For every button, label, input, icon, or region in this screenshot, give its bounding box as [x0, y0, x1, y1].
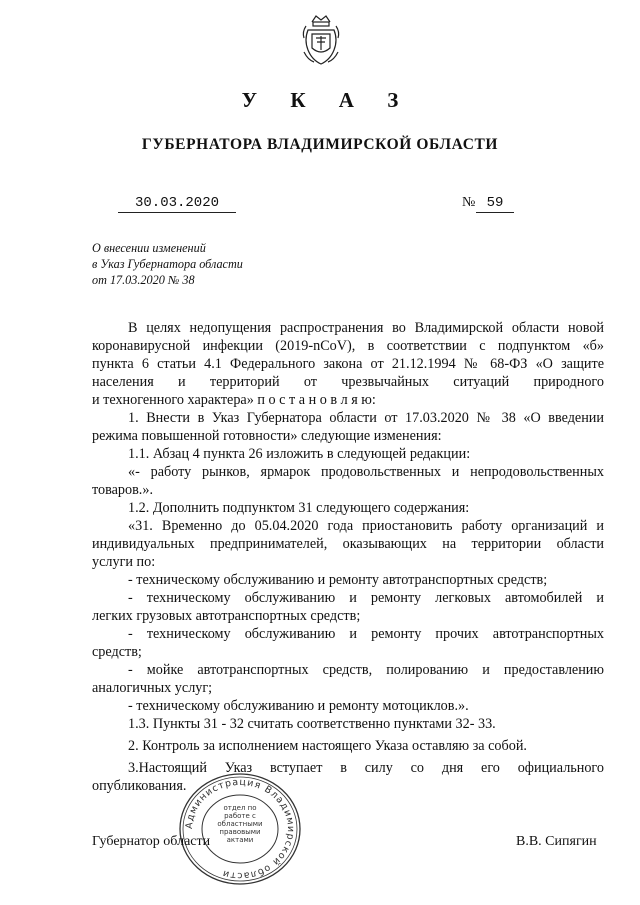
official-stamp — [172, 770, 308, 888]
body-line: В целях недопущения распространения во Владимирской области новой — [128, 320, 604, 336]
body-line: опубликования. — [92, 778, 187, 794]
body-line: - техническому обслуживанию и ремонту прочих автотранспортных — [128, 626, 604, 642]
coat-of-arms-emblem — [300, 12, 342, 68]
body-line: - техническому обслуживанию и ремонту автотранспортных средств; — [128, 572, 548, 588]
signature-name: В.В. Сипягин — [516, 834, 597, 849]
body-line: 1.2. Дополнить подпунктом 31 следующего содержания: — [128, 500, 470, 516]
subject-note-line: от 17.03.2020 № 38 — [92, 272, 195, 287]
subject-note — [92, 241, 243, 288]
body-line: 2. Контроль за исполнением настоящего Указа оставляю за собой. — [128, 738, 527, 754]
body-line: - техническому обслуживанию и ремонту легковых автомобилей и — [128, 590, 604, 606]
body-line: средств; — [92, 644, 142, 660]
body-line: - мойке автотранспортных средств, полированию и предоставлению — [128, 662, 604, 678]
body-line: услуги по: — [92, 554, 156, 570]
subject-note-line: О внесении изменений — [92, 241, 206, 255]
body-line: населения и территорий от чрезвычайных ситуаций природного — [92, 374, 604, 390]
body-line: 1.3. Пункты 31 - 32 считать соответственно пунктами 32- 33. — [128, 716, 496, 732]
stamp-ring-text: Администрация Владимирской области — [183, 776, 297, 882]
body-line: 1.1. Абзац 4 пункта 26 изложить в следующей редакции: — [128, 446, 471, 462]
signature-position: Губернатор области — [92, 834, 211, 849]
body-line: «31. Временно до 05.04.2020 года приостановить работу организаций и — [128, 518, 604, 534]
body-line: легких грузовых автотранспортных средств; — [92, 608, 361, 624]
stamp-center-text: отдел по работе с областными правовыми актами — [217, 804, 263, 844]
body-line: - техническому обслуживанию и ремонту мотоциклов.». — [128, 698, 469, 714]
number-label: № — [462, 195, 476, 210]
body-line: индивидуальных предпринимателей, оказывающих на территории области — [92, 536, 604, 552]
body-line: коронавирусной инфекции (2019-nCoV), в соответствии с подпунктом «б» — [92, 338, 604, 354]
body-line: 3.Настоящий Указ вступает в силу со дня его официального — [128, 760, 604, 776]
body-line: товаров.». — [92, 482, 153, 498]
body-line: пункта 6 статьи 4.1 Федерального закона от 21.12.1994 № 68-ФЗ «О защите — [92, 356, 604, 372]
body-line: режима повышенной готовности» следующие изменения: — [92, 428, 442, 444]
body-line: аналогичных услуг; — [92, 680, 213, 696]
body-line: 1. Внести в Указ Губернатора области от 17.03.2020 № 38 «О введении — [128, 410, 604, 426]
document-title: У К А З — [241, 88, 413, 112]
document-number: 59 — [476, 195, 514, 213]
body-line: «- работу рынков, ярмарок продовольственных и непродовольственных — [128, 464, 604, 480]
body-line: и техногенного характера» п о с т а н о в л я ю: — [92, 392, 376, 408]
document-date: 30.03.2020 — [118, 195, 236, 213]
subject-note-line: в Указ Губернатора области — [92, 256, 243, 271]
document-subtitle: ГУБЕРНАТОРА ВЛАДИМИРСКОЙ ОБЛАСТИ — [141, 136, 499, 153]
